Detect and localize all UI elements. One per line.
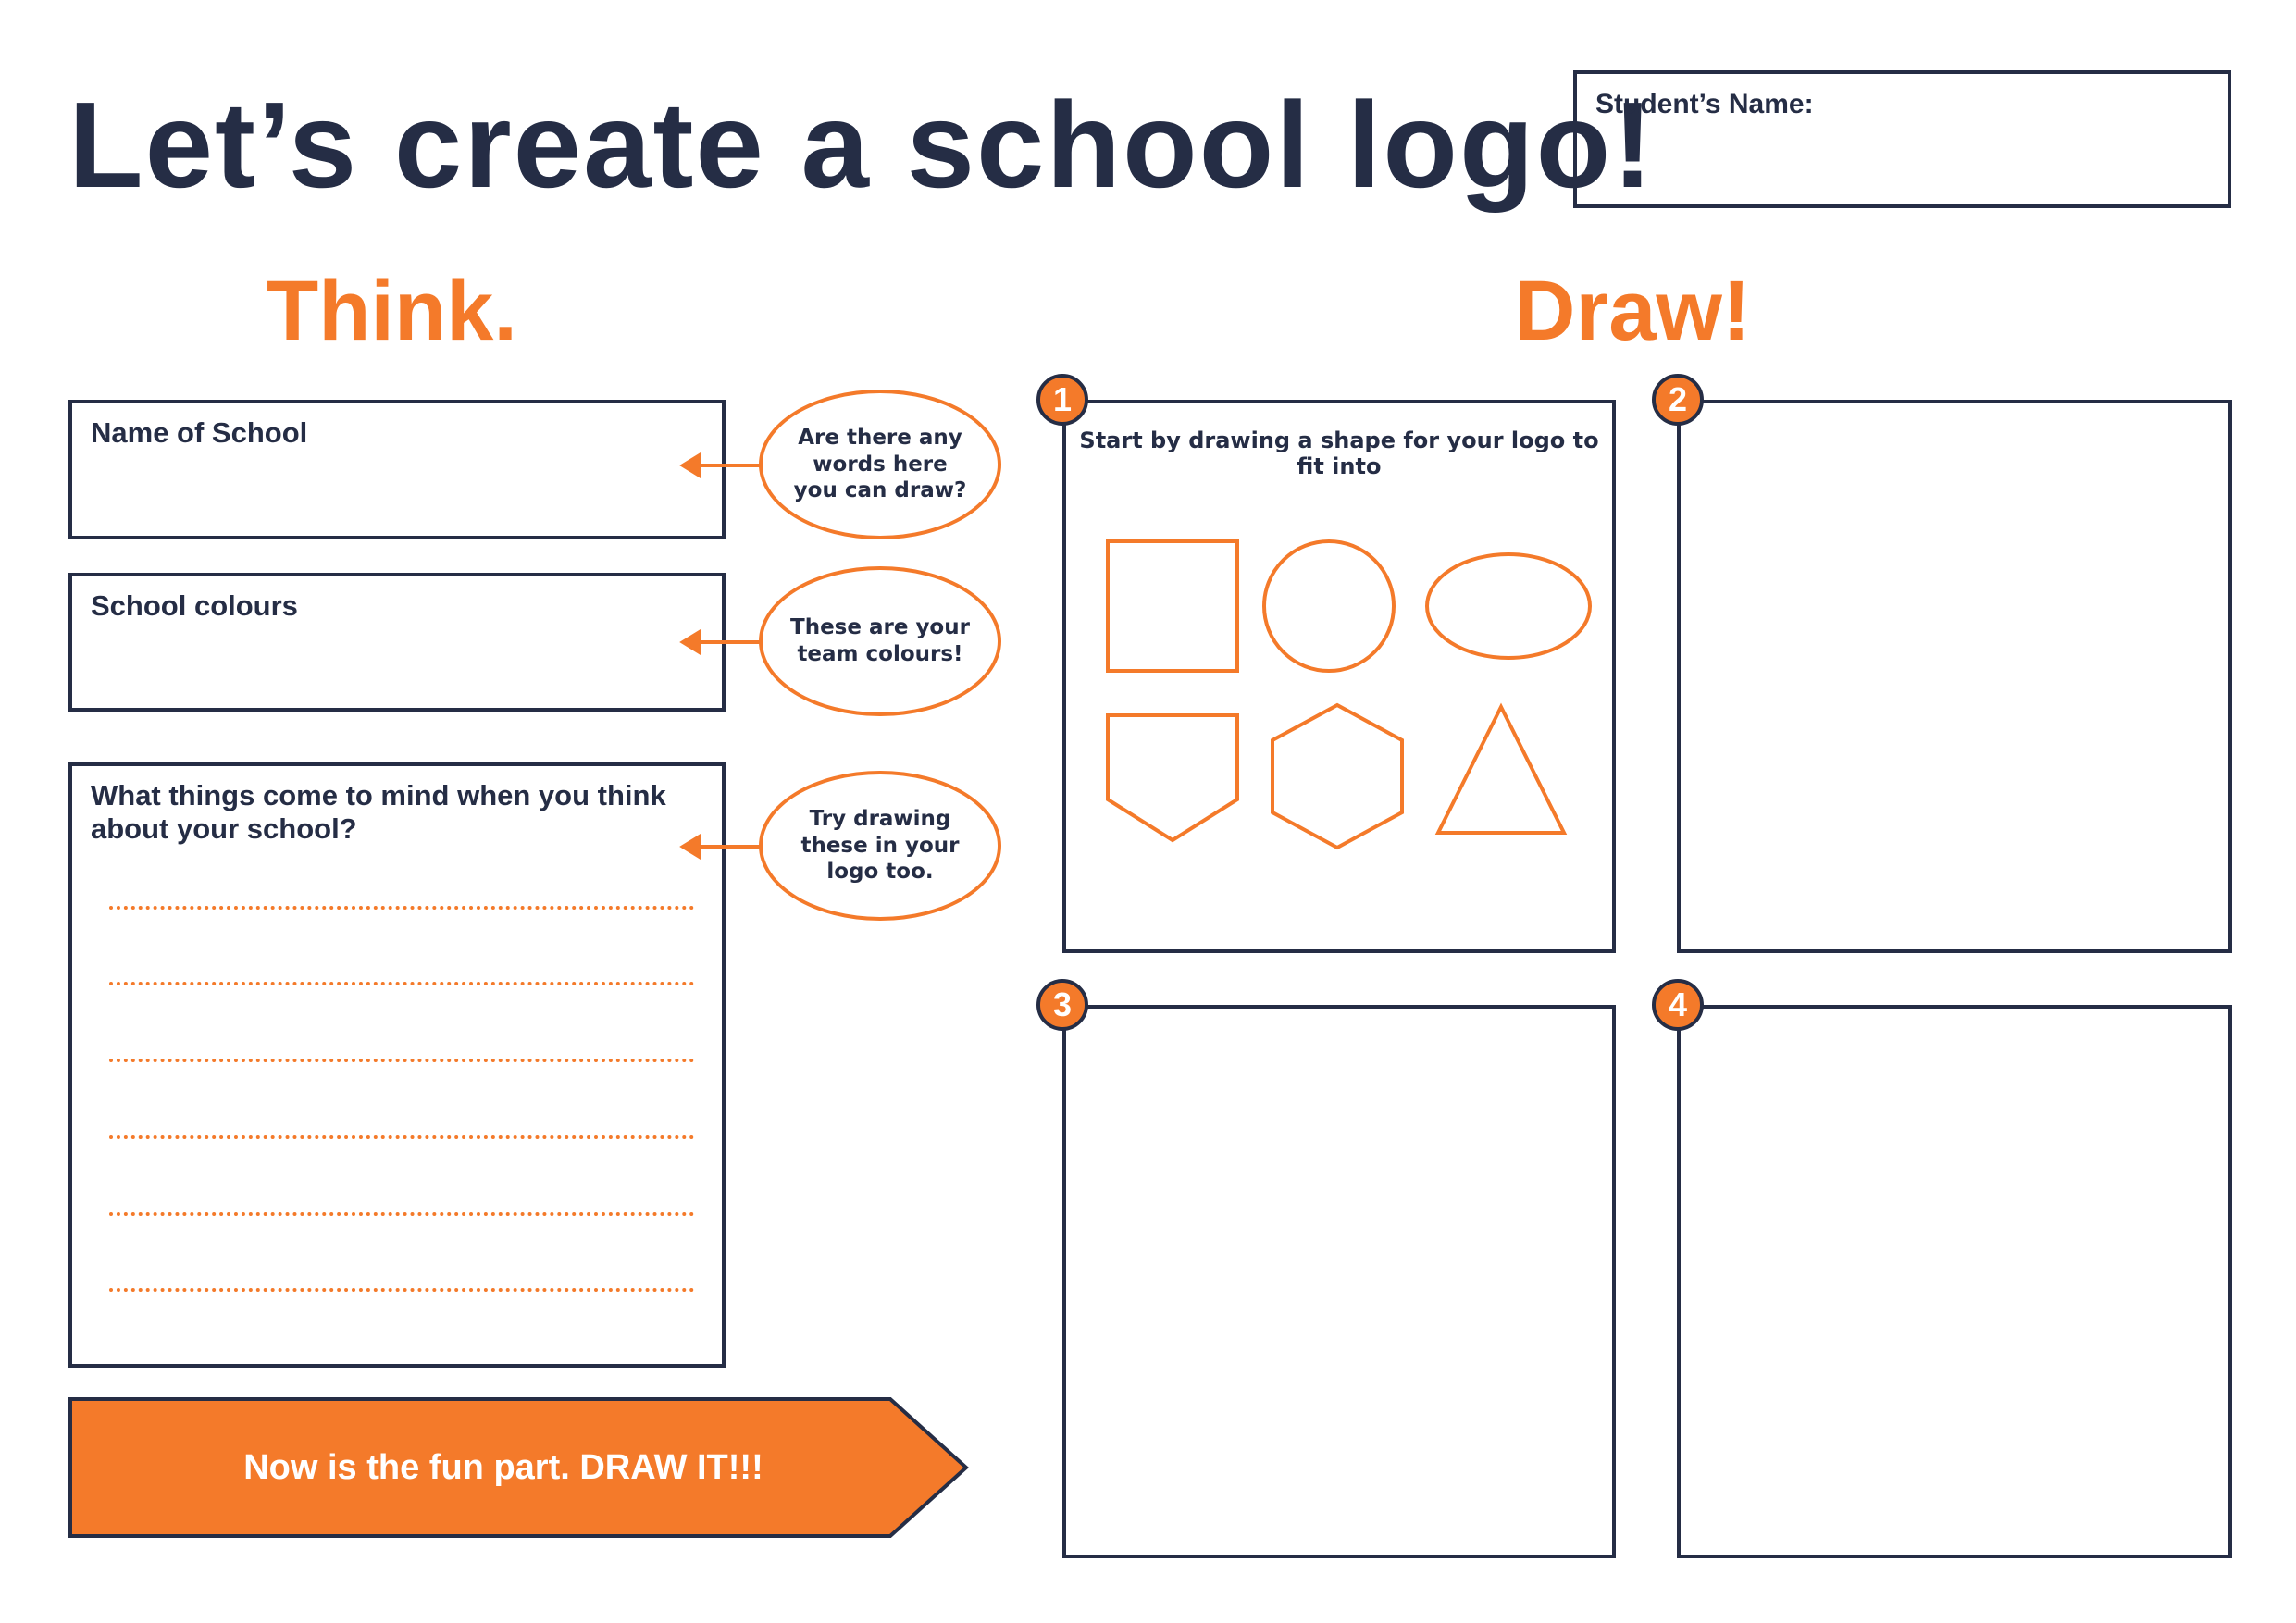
shield-shape-icon <box>1108 715 1237 840</box>
school-name-label: Name of School <box>91 416 308 449</box>
step-badge-3: 3 <box>1036 979 1088 1031</box>
draw-it-banner-text: Now is the fun part. DRAW IT!!! <box>243 1447 763 1487</box>
draw-heading: Draw! <box>1514 264 1751 358</box>
step-badge-1: 1 <box>1036 374 1088 426</box>
school-thoughts-label: What things come to mind when you think about your school? <box>91 779 666 845</box>
triangle-shape-icon <box>1438 707 1564 833</box>
arrow-head-icon <box>683 455 700 476</box>
oval-shape-icon <box>1427 554 1590 658</box>
draw-box-3[interactable] <box>1062 1005 1616 1558</box>
step-badge-2: 2 <box>1652 374 1704 426</box>
page-title: Let’s create a school logo! <box>68 77 1656 213</box>
arrow-head-icon <box>683 836 700 857</box>
shape-examples <box>1062 400 1616 953</box>
hint-bubble-colours: These are your team colours! <box>759 566 1001 716</box>
school-colours-label: School colours <box>91 589 298 622</box>
arrow-head-icon <box>683 632 700 652</box>
think-heading: Think. <box>267 264 517 358</box>
hint-bubble-words: Are there any words here you can draw? <box>759 390 1001 539</box>
student-name-label: Student’s Name: <box>1595 89 1814 119</box>
circle-shape-icon <box>1264 541 1394 671</box>
hexagon-shape-icon <box>1272 705 1402 848</box>
shape-instruction: Start by drawing a shape for your logo to fit into <box>1079 427 1599 479</box>
hint-bubble-drawing: Try drawing these in your logo too. <box>759 771 1001 921</box>
draw-box-4[interactable] <box>1677 1005 2232 1558</box>
step-badge-4: 4 <box>1652 979 1704 1031</box>
draw-box-2[interactable] <box>1677 400 2232 953</box>
square-shape-icon <box>1108 541 1237 671</box>
